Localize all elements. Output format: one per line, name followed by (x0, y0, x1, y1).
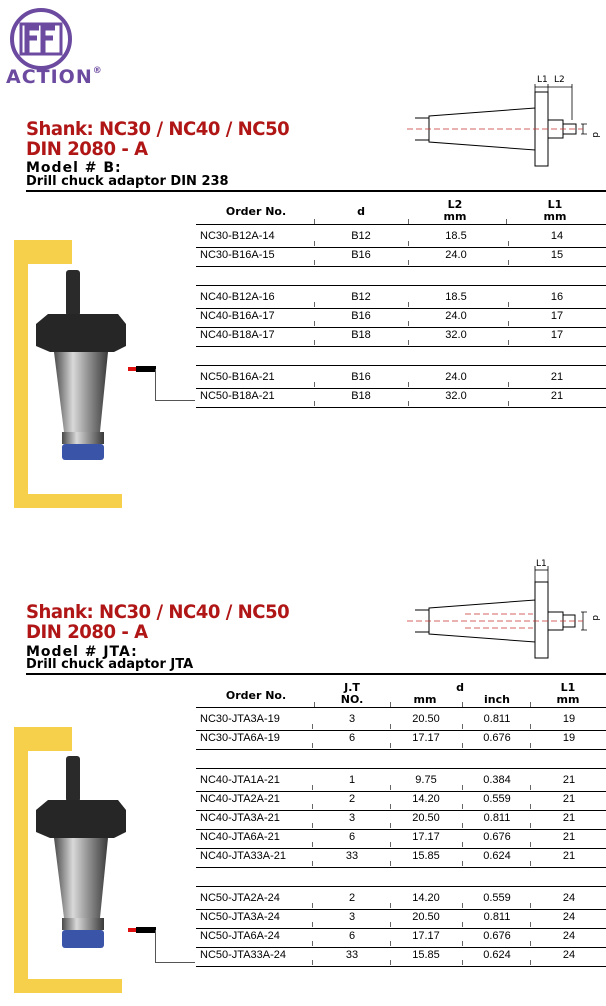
t2-col-tick (530, 941, 531, 946)
t1-header-l2-unit: mm (443, 210, 467, 223)
t2-cell-jt: 3 (348, 911, 356, 923)
section1-yellow-frame-bottom (14, 494, 122, 508)
t1-row-rule (196, 266, 606, 267)
t2-cell-jt: 6 (348, 930, 356, 942)
t2-col-tick (530, 861, 531, 866)
t1-col-tick (314, 241, 315, 246)
t1-cell-order: NC40-B12A-16 (200, 291, 275, 303)
t2-cell-inch: 0.676 (483, 930, 511, 942)
t1-col-tick (508, 340, 509, 345)
t2-header-rule (196, 707, 606, 708)
t2-header-l1-unit: mm (556, 693, 580, 706)
t1-col-tick (508, 302, 509, 307)
t1-cell-d: B16 (351, 310, 371, 322)
t2-row-rule (196, 749, 606, 750)
t1-col-tick (508, 241, 509, 246)
t1-row-rule (196, 388, 606, 389)
section2-rule (26, 673, 606, 675)
t1-col-tick (408, 321, 409, 326)
t2-col-tick (462, 785, 463, 790)
section1-dim-l2: L2 (554, 75, 565, 85)
t1-cell-l1: 15 (550, 249, 564, 261)
t2-col-tick (462, 941, 463, 946)
section1-subtitle: Drill chuck adaptor DIN 238 (26, 174, 229, 189)
t2-cell-order: NC40-JTA3A-21 (200, 812, 280, 824)
t1-cell-d: B18 (351, 329, 371, 341)
t2-cell-mm: 14.20 (412, 892, 440, 904)
t1-header-l1: L1 (547, 198, 563, 211)
t2-col-tick (462, 743, 463, 748)
section1-rule (26, 190, 606, 192)
t2-cell-jt: 6 (348, 831, 356, 843)
brand-name (6, 66, 103, 88)
t2-cell-mm: 15.85 (412, 850, 440, 862)
t2-cell-jt: 2 (348, 793, 356, 805)
t2-cell-l1: 21 (562, 793, 576, 805)
section2-leader-vertical (155, 930, 156, 962)
t2-cell-inch: 0.624 (483, 850, 511, 862)
t2-col-tick (462, 804, 463, 809)
t1-col-tick (314, 340, 315, 345)
t1-cell-order: NC30-B12A-14 (200, 230, 275, 242)
t2-cell-order: NC50-JTA33A-24 (200, 949, 286, 961)
t2-cell-l1: 19 (562, 713, 576, 725)
t1-row-rule (196, 327, 606, 328)
t1-cell-l1: 17 (550, 329, 564, 341)
t1-col-tick (314, 260, 315, 265)
t1-col-tick (408, 401, 409, 406)
t2-header-jt: J.T (344, 681, 360, 694)
t2-cell-jt: 6 (348, 732, 356, 744)
section1-yellow-frame-side (14, 240, 28, 508)
t2-cell-inch: 0.676 (483, 831, 511, 843)
t2-cell-jt: 3 (348, 713, 356, 725)
t2-col-tick (530, 903, 531, 908)
t2-cell-order: NC40-JTA6A-21 (200, 831, 280, 843)
registered-mark: ® (92, 66, 103, 76)
section2-leader-horizontal (155, 962, 195, 963)
t1-col-tick (508, 382, 509, 387)
t2-cell-order: NC40-JTA33A-21 (200, 850, 286, 862)
t2-header-inch: inch (484, 693, 510, 706)
t1-col-tick (408, 302, 409, 307)
t1-group-rule (196, 365, 606, 366)
t2-col-tick (312, 861, 313, 866)
t1-cell-order: NC50-B18A-21 (200, 390, 275, 402)
t2-cell-inch: 0.811 (483, 812, 511, 824)
t1-col-tick (408, 241, 409, 246)
section1-dim-d: d (590, 132, 600, 138)
t2-cell-inch: 0.384 (483, 774, 511, 786)
t1-header-order: Order No. (225, 205, 287, 218)
t2-group-rule (196, 768, 606, 769)
t2-col-tick (530, 823, 531, 828)
section2-product-image (28, 748, 138, 968)
t2-cell-order: NC50-JTA3A-24 (200, 911, 280, 923)
section1-product-image (28, 262, 138, 482)
t2-row-rule (196, 867, 606, 868)
t2-col-tick (462, 842, 463, 847)
brand-name-text: ACTION (6, 66, 93, 88)
t1-col-tick (408, 340, 409, 345)
t2-col-tick (312, 903, 313, 908)
t2-header-order: Order No. (225, 689, 287, 702)
section2-title-line1: Shank: NC30 / NC40 / NC50 (26, 601, 290, 623)
t2-cell-l1: 24 (562, 892, 576, 904)
t1-col-tick (314, 382, 315, 387)
t2-cell-jt: 33 (345, 850, 359, 862)
t2-col-tick (462, 903, 463, 908)
t2-col-tick (530, 724, 531, 729)
t2-col-tick (530, 785, 531, 790)
t2-cell-mm: 17.17 (412, 831, 440, 843)
t2-cell-inch: 0.559 (483, 892, 511, 904)
t2-col-tick (312, 842, 313, 847)
t1-cell-d: B18 (351, 390, 371, 402)
t1-header-l2: L2 (447, 198, 463, 211)
t2-col-tick (530, 842, 531, 847)
t2-col-tick (390, 804, 391, 809)
t2-cell-inch: 0.676 (483, 732, 511, 744)
section2-pointer-black (136, 927, 156, 933)
t1-col-tick (408, 260, 409, 265)
t2-row-rule (196, 829, 606, 830)
t2-col-tick (390, 960, 391, 965)
t2-col-tick (390, 743, 391, 748)
t2-header-l1: L1 (560, 681, 576, 694)
t2-cell-mm: 15.85 (412, 949, 440, 961)
t2-col-tick (530, 960, 531, 965)
t2-cell-l1: 21 (562, 850, 576, 862)
t2-row-rule (196, 928, 606, 929)
t1-cell-l2: 18.5 (445, 230, 467, 242)
t2-row-rule (196, 791, 606, 792)
t1-cell-l2: 32.0 (445, 390, 467, 402)
section2-yellow-frame-side (14, 727, 28, 993)
t1-col-tick (314, 321, 315, 326)
t2-cell-l1: 21 (562, 812, 576, 824)
section1-pointer-black (136, 366, 156, 372)
t2-cell-order: NC40-JTA2A-21 (200, 793, 280, 805)
t2-cell-order: NC40-JTA1A-21 (200, 774, 280, 786)
t2-group-rule (196, 886, 606, 887)
t2-cell-mm: 14.20 (412, 793, 440, 805)
t1-row-rule (196, 407, 606, 408)
t2-row-rule (196, 730, 606, 731)
t1-cell-l1: 21 (550, 390, 564, 402)
t2-col-tick (390, 922, 391, 927)
t2-cell-l1: 24 (562, 949, 576, 961)
t2-col-tick (312, 724, 313, 729)
section1-dim-l1: L1 (537, 75, 548, 85)
section1-leader-vertical (155, 369, 156, 400)
t1-cell-order: NC40-B18A-17 (200, 329, 275, 341)
action-logo-icon (8, 8, 74, 74)
t2-col-tick (462, 922, 463, 927)
section1-title-line1: Shank: NC30 / NC40 / NC50 (26, 118, 290, 140)
t2-cell-inch: 0.624 (483, 949, 511, 961)
t1-cell-order: NC50-B16A-21 (200, 371, 275, 383)
t1-cell-order: NC30-B16A-15 (200, 249, 275, 261)
t1-cell-l1: 21 (550, 371, 564, 383)
t2-row-rule (196, 947, 606, 948)
t2-col-tick (312, 823, 313, 828)
t1-cell-l1: 14 (550, 230, 564, 242)
section1-pointer-red (128, 367, 136, 371)
t2-row-rule (196, 810, 606, 811)
t2-cell-mm: 20.50 (412, 713, 440, 725)
t2-header-d: d (456, 681, 464, 694)
t2-cell-l1: 19 (562, 732, 576, 744)
t1-col-tick (408, 382, 409, 387)
t2-col-tick (462, 823, 463, 828)
t2-cell-inch: 0.811 (483, 911, 511, 923)
t2-header-mm: mm (413, 693, 437, 706)
t1-cell-d: B12 (351, 230, 371, 242)
t2-cell-mm: 20.50 (412, 812, 440, 824)
t1-cell-l2: 24.0 (445, 371, 467, 383)
t2-col-tick (390, 941, 391, 946)
t2-row-rule (196, 909, 606, 910)
t1-cell-d: B16 (351, 249, 371, 261)
t2-cell-order: NC30-JTA3A-19 (200, 713, 280, 725)
t1-cell-l2: 32.0 (445, 329, 467, 341)
section2-subtitle: Drill chuck adaptor JTA (26, 657, 194, 672)
section2-model: Model # JTA: (26, 644, 138, 660)
t1-row-rule (196, 308, 606, 309)
t2-col-tick (390, 823, 391, 828)
t2-cell-l1: 21 (562, 831, 576, 843)
t2-col-tick (530, 743, 531, 748)
t2-col-tick (312, 922, 313, 927)
t2-cell-jt: 1 (348, 774, 356, 786)
t2-cell-l1: 21 (562, 774, 576, 786)
t2-col-tick (312, 743, 313, 748)
t1-cell-order: NC40-B16A-17 (200, 310, 275, 322)
section2-dim-l1: L1 (536, 559, 547, 569)
t2-cell-jt: 3 (348, 812, 356, 824)
t1-row-rule (196, 346, 606, 347)
t1-cell-d: B16 (351, 371, 371, 383)
t2-cell-l1: 24 (562, 930, 576, 942)
section1-technical-drawing (405, 70, 605, 180)
t2-col-tick (462, 960, 463, 965)
t2-cell-order: NC50-JTA6A-24 (200, 930, 280, 942)
t2-cell-mm: 9.75 (415, 774, 437, 786)
t2-col-tick (530, 804, 531, 809)
t2-cell-order: NC30-JTA6A-19 (200, 732, 280, 744)
t2-col-tick (462, 861, 463, 866)
t1-col-tick (314, 302, 315, 307)
t1-cell-l1: 16 (550, 291, 564, 303)
t1-header-d: d (357, 205, 365, 218)
t2-row-rule (196, 966, 606, 967)
t2-col-tick (390, 842, 391, 847)
t1-cell-l1: 17 (550, 310, 564, 322)
t2-header-jt-no: NO. (340, 693, 364, 706)
t2-col-tick (390, 785, 391, 790)
t2-col-tick (530, 922, 531, 927)
t1-header-l1-unit: mm (543, 210, 567, 223)
t1-cell-l2: 24.0 (445, 310, 467, 322)
t2-cell-inch: 0.811 (483, 713, 511, 725)
t1-col-tick (314, 401, 315, 406)
t2-col-tick (312, 804, 313, 809)
t2-col-tick (390, 724, 391, 729)
t1-header-rule (196, 224, 606, 225)
t2-row-rule (196, 848, 606, 849)
t2-cell-jt: 2 (348, 892, 356, 904)
section1-model: Model # B: (26, 160, 122, 176)
t2-cell-mm: 20.50 (412, 911, 440, 923)
section2-yellow-frame-bottom (14, 979, 122, 993)
t1-cell-l2: 18.5 (445, 291, 467, 303)
t1-col-tick (508, 260, 509, 265)
t2-cell-l1: 24 (562, 911, 576, 923)
brand-logo (8, 8, 74, 74)
t2-cell-order: NC50-JTA2A-24 (200, 892, 280, 904)
t1-cell-l2: 24.0 (445, 249, 467, 261)
t2-col-tick (462, 724, 463, 729)
t1-cell-d: B12 (351, 291, 371, 303)
section2-technical-drawing (405, 552, 605, 662)
section2-pointer-red (128, 928, 136, 932)
section2-title-line2: DIN 2080 - A (26, 621, 148, 643)
t1-col-tick (508, 321, 509, 326)
t2-col-tick (390, 861, 391, 866)
t2-col-tick (312, 960, 313, 965)
section2-dim-d: d (590, 615, 600, 621)
t2-cell-inch: 0.559 (483, 793, 511, 805)
section1-leader-horizontal (155, 400, 195, 401)
t1-group-rule (196, 285, 606, 286)
t2-cell-mm: 17.17 (412, 732, 440, 744)
section1-title-line2: DIN 2080 - A (26, 138, 148, 160)
t2-cell-mm: 17.17 (412, 930, 440, 942)
t2-col-tick (390, 903, 391, 908)
t1-col-tick (508, 401, 509, 406)
t2-cell-jt: 33 (345, 949, 359, 961)
t1-row-rule (196, 247, 606, 248)
t2-col-tick (312, 941, 313, 946)
t2-col-tick (312, 785, 313, 790)
